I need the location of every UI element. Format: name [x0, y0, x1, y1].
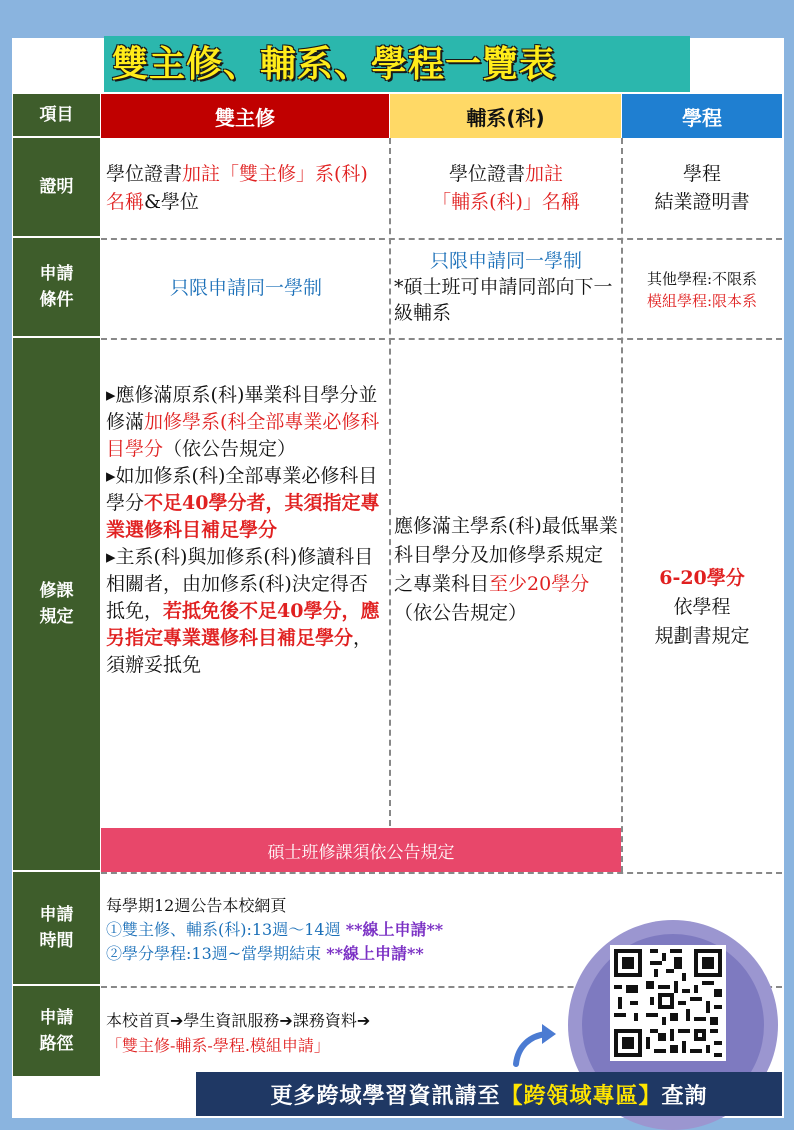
row-label-apply-cond: 申請條件 — [13, 238, 100, 338]
divider — [101, 338, 782, 340]
divider — [621, 138, 623, 872]
rules-minor: 應修滿主學系(科)最低畢業科目學分及加修學系規定之專業科目至少20學分（依公告規定） — [394, 515, 618, 624]
qr-code-icon[interactable] — [610, 945, 726, 1061]
row-label-rules: 修課規定 — [13, 338, 100, 872]
apply-cond-minor: 只限申請同一學制 *碩士班可申請同部向下一級輔系 — [394, 250, 613, 324]
footer-text: 更多跨域學習資訊請至 — [270, 1082, 501, 1109]
master-note: 碩士班修課須依公告規定 — [101, 828, 621, 872]
header-item: 項目 — [13, 94, 100, 138]
footer-banner[interactable] — [196, 1072, 782, 1116]
header-double-major: 雙主修 — [101, 94, 389, 138]
row-label-apply-path: 申請路徑 — [13, 986, 100, 1076]
rules-program: 6-20學分 依學程 規劃書規定 — [654, 567, 750, 647]
curved-arrow-icon — [510, 1020, 560, 1070]
header-minor: 輔系(科) — [390, 94, 621, 138]
apply-path-text: 本校首頁➔學生資訊服務➔課務資料➔ 「雙主修-輔系-學程.模組申請」 — [106, 1011, 371, 1055]
cert-program: 學程 結業證明書 — [654, 163, 750, 213]
rules-double-major — [106, 382, 386, 679]
page-title: 雙主修、輔系、學程一覽表 — [112, 44, 557, 85]
apply-time-text: 每學期12週公告本校網頁 ①雙主修、輔系(科):13週～14週 **線上申請** ②學分學程:13週~當學期結束 **線上申請** — [106, 896, 444, 963]
divider — [389, 138, 391, 826]
footer-link[interactable]: 【跨領域專區】 — [500, 1082, 662, 1109]
header-program: 學程 — [622, 94, 782, 138]
apply-cond-program: 其他學程:不限系 模組學程:限本系 — [646, 270, 758, 310]
footer-text-end: 查詢 — [661, 1082, 708, 1109]
row-label-cert: 證明 — [13, 138, 100, 238]
cert-double-major: 學位證書加註「雙主修」系(科)名稱&學位 — [106, 163, 368, 213]
rule-item: ▸如加修系(科)全部專業必修科目學分不足40學分者，其須指定專業選修科目補足學分 — [106, 465, 380, 541]
divider — [101, 238, 782, 240]
rule-item: ▸應修滿原系(科)畢業科目學分並修滿加修學系(科全部專業必修科目學分（依公告規定） — [106, 384, 380, 460]
apply-cond-double-major: 只限申請同一學制 — [169, 277, 322, 299]
row-label-apply-time: 申請時間 — [13, 872, 100, 986]
cert-minor: 學位證書加註 「輔系(科)」名稱 — [432, 163, 580, 213]
rule-item: ▸主系(科)與加修系(科)修讀科目相關者，由加修系(科)決定得否抵免，若抵免後不足40學分，應另指定專業選修科目補足學分，須辦妥抵免 — [106, 546, 380, 676]
divider — [101, 872, 782, 874]
